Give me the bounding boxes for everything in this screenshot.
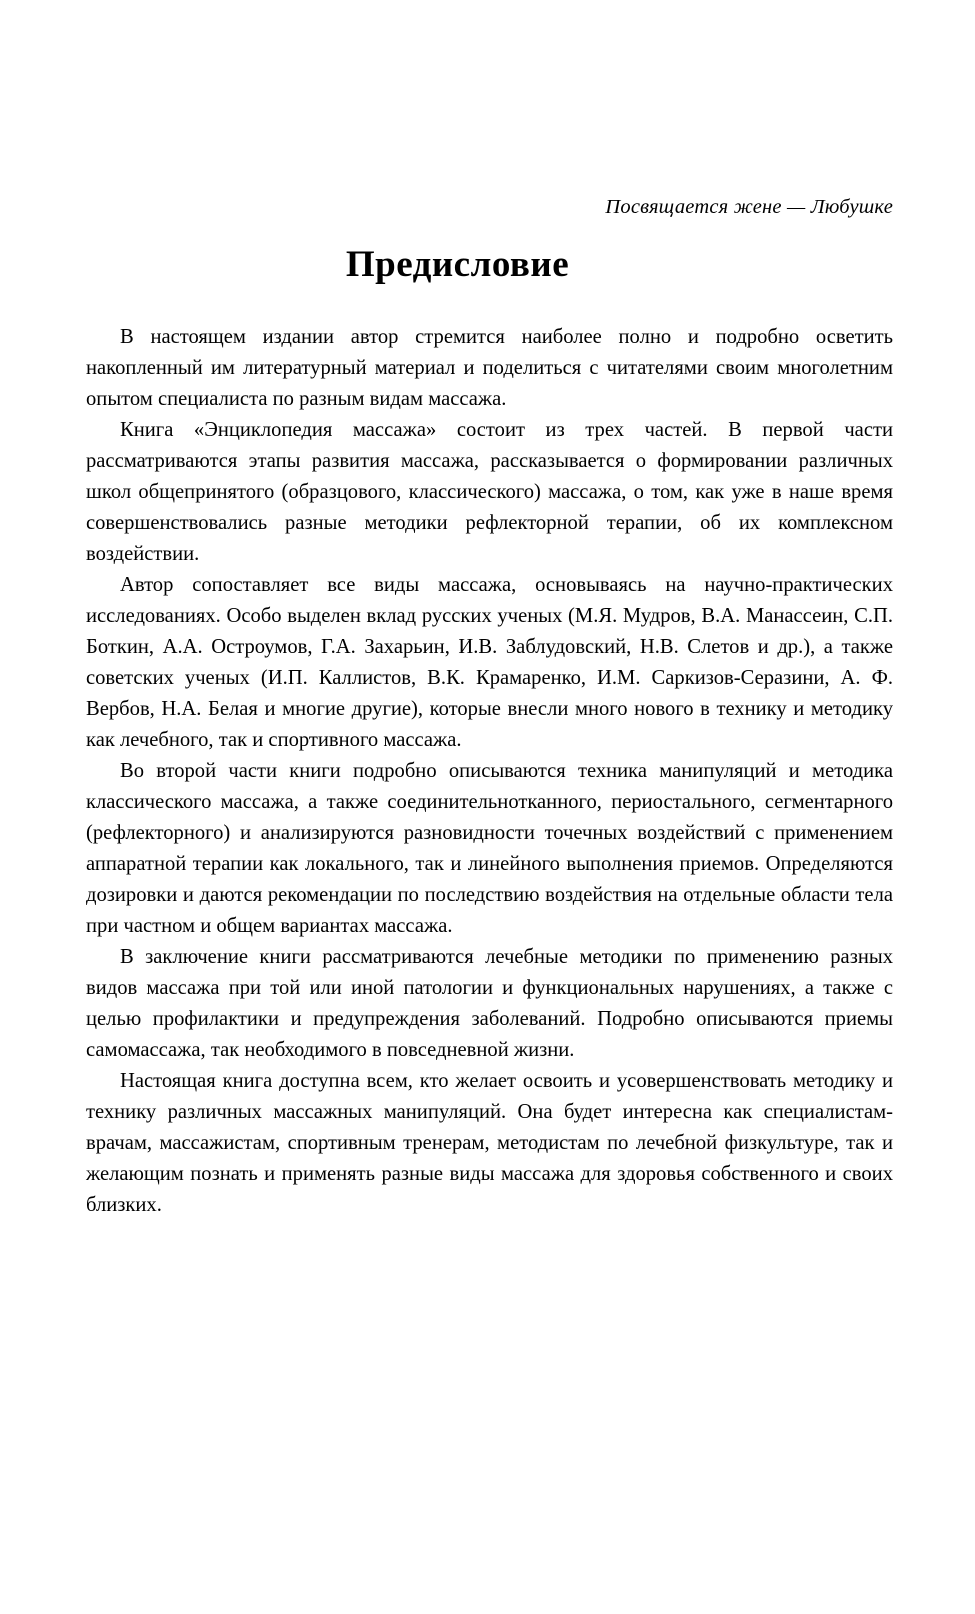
paragraph: Автор сопоставляет все виды массажа, основываясь на научно-практических исследованиях. Особо выделен вклад русских ученых (М.Я. Мудров, В.А. Манассеин, С.П. Боткин, А.А. Остроумов, Г.А. Захарьин, И.В. Заблудовский, Н.В. Слетов и др.), а также советских ученых (И.П. Каллистов, В.К. Крамаренко, И.М. Саркизов-Серазини, А. Ф. Вербов, Н.А. Белая и многие другие), которые внесли много нового в технику и методику как лечебного, так и спортивного массажа. bbox=[86, 573, 893, 751]
paragraph: Настоящая книга доступна всем, кто желает освоить и усовершенствовать методику и технику различных массажных манипуляций. Она будет интересна как специалистам-врачам, массажистам, спортивным тренерам, методистам по лечебной физкультуре, так и желающим познать и применять разные виды массажа для здоровья собственного и своих близких. bbox=[86, 1069, 893, 1216]
page-title: Предисловие bbox=[345, 244, 570, 285]
paragraph: Книга «Энциклопедия массажа» состоит из трех частей. В первой части рассматриваются этапы развития массажа, рассказывается о формировании различных школ общепринятого (образцового, классического) массажа, о том, как уже в наше время совершенствовались разные методики рефлекторной терапии, об их комплексном воздействии. bbox=[86, 418, 893, 565]
dedication-line: Посвящается жене — Любушке bbox=[605, 196, 893, 218]
body-text bbox=[80, 322, 895, 1221]
paragraph: Во второй части книги подробно описываются техника манипуляций и методика классического массажа, а также соединительнотканного, периостального, сегментарного (рефлекторного) и анализируются разновидности точечных воздействий с применением аппаратной терапии как локального, так и линейного выполнения приемов. Определяются дозировки и даются рекомендации по последствию воздействия на отдельные области тела при частном и общем вариантах массажа. bbox=[86, 759, 893, 937]
paragraph: В настоящем издании автор стремится наиболее полно и подробно осветить накопленный им литературный материал и поделиться с читателями своим многолетним опытом специалиста по разным видам массажа. bbox=[86, 326, 893, 410]
paragraph: В заключение книги рассматриваются лечебные методики по применению разных видов массажа при той или иной патологии и функциональных нарушениях, а также с целью профилактики и предупреждения заболеваний. Подробно описываются приемы самомассажа, так необходимого в повседневной жизни. bbox=[86, 945, 893, 1061]
document-page bbox=[0, 196, 975, 1614]
